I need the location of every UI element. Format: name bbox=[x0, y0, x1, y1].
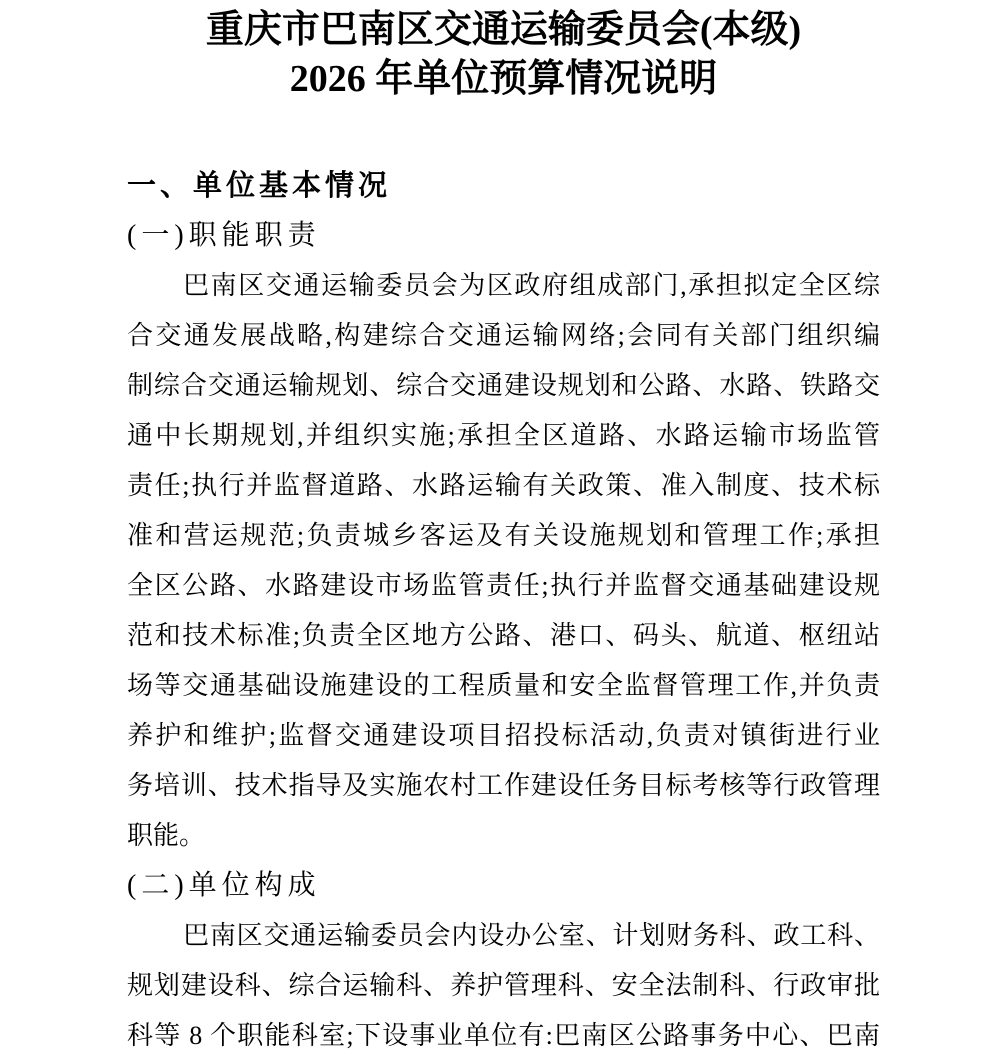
paragraph-line: 场等交通基础设施建设的工程质量和安全监督管理工作,并负责 bbox=[127, 671, 880, 700]
paragraph-line: 巴南区交通运输委员会为区政府组成部门,承担拟定全区综 bbox=[183, 271, 880, 300]
paragraph-line: 规划建设科、综合运输科、养护管理科、安全法制科、行政审批 bbox=[127, 971, 880, 1000]
paragraph-line: 范和技术标准;负责全区地方公路、港口、码头、航道、枢纽站 bbox=[127, 621, 880, 650]
subsection-composition bbox=[127, 861, 880, 1052]
paragraph-line: 责任;执行并监督道路、水路运输有关政策、准入制度、技术标 bbox=[127, 471, 880, 500]
paragraph-line: 制综合交通运输规划、综合交通建设规划和公路、水路、铁路交 bbox=[127, 371, 880, 400]
document-title-line-2: 2026 年单位预算情况说明 bbox=[289, 58, 718, 100]
paragraph-line: 通中长期规划,并组织实施;承担全区道路、水路运输市场监管 bbox=[127, 421, 880, 450]
document-content bbox=[127, 0, 880, 1052]
paragraph-line: 养护和维护;监督交通建设项目招投标活动,负责对镇街进行业 bbox=[127, 721, 880, 750]
paragraph-line: 合交通发展战略,构建综合交通运输网络;会同有关部门组织编 bbox=[127, 321, 880, 350]
document-title-line-1: 重庆市巴南区交通运输委员会(本级) bbox=[205, 9, 802, 51]
document-title bbox=[127, 0, 880, 104]
paragraph-line: 务培训、技术指导及实施农村工作建设任务目标考核等行政管理 bbox=[127, 771, 880, 800]
paragraph-line: 准和营运规范;负责城乡客运及有关设施规划和管理工作;承担 bbox=[127, 521, 880, 550]
paragraph-duties bbox=[127, 261, 880, 861]
paragraph-line: 全区公路、水路建设市场监管责任;执行并监督交通基础建设规 bbox=[127, 571, 880, 600]
subsection-heading-composition: (二)单位构成 bbox=[127, 870, 321, 901]
paragraph-composition bbox=[127, 911, 880, 1052]
paragraph-line: 科等 8 个职能科室;下设事业单位有:巴南区公路事务中心、巴南 bbox=[127, 1021, 880, 1050]
paragraph-line: 职能。 bbox=[127, 821, 206, 850]
section-heading-basic-info: 一、单位基本情况 bbox=[127, 170, 392, 202]
subsection-heading-duties: (一)职能职责 bbox=[127, 220, 321, 251]
subsection-duties bbox=[127, 211, 880, 861]
paragraph-line: 巴南区交通运输委员会内设办公室、计划财务科、政工科、 bbox=[183, 921, 880, 950]
